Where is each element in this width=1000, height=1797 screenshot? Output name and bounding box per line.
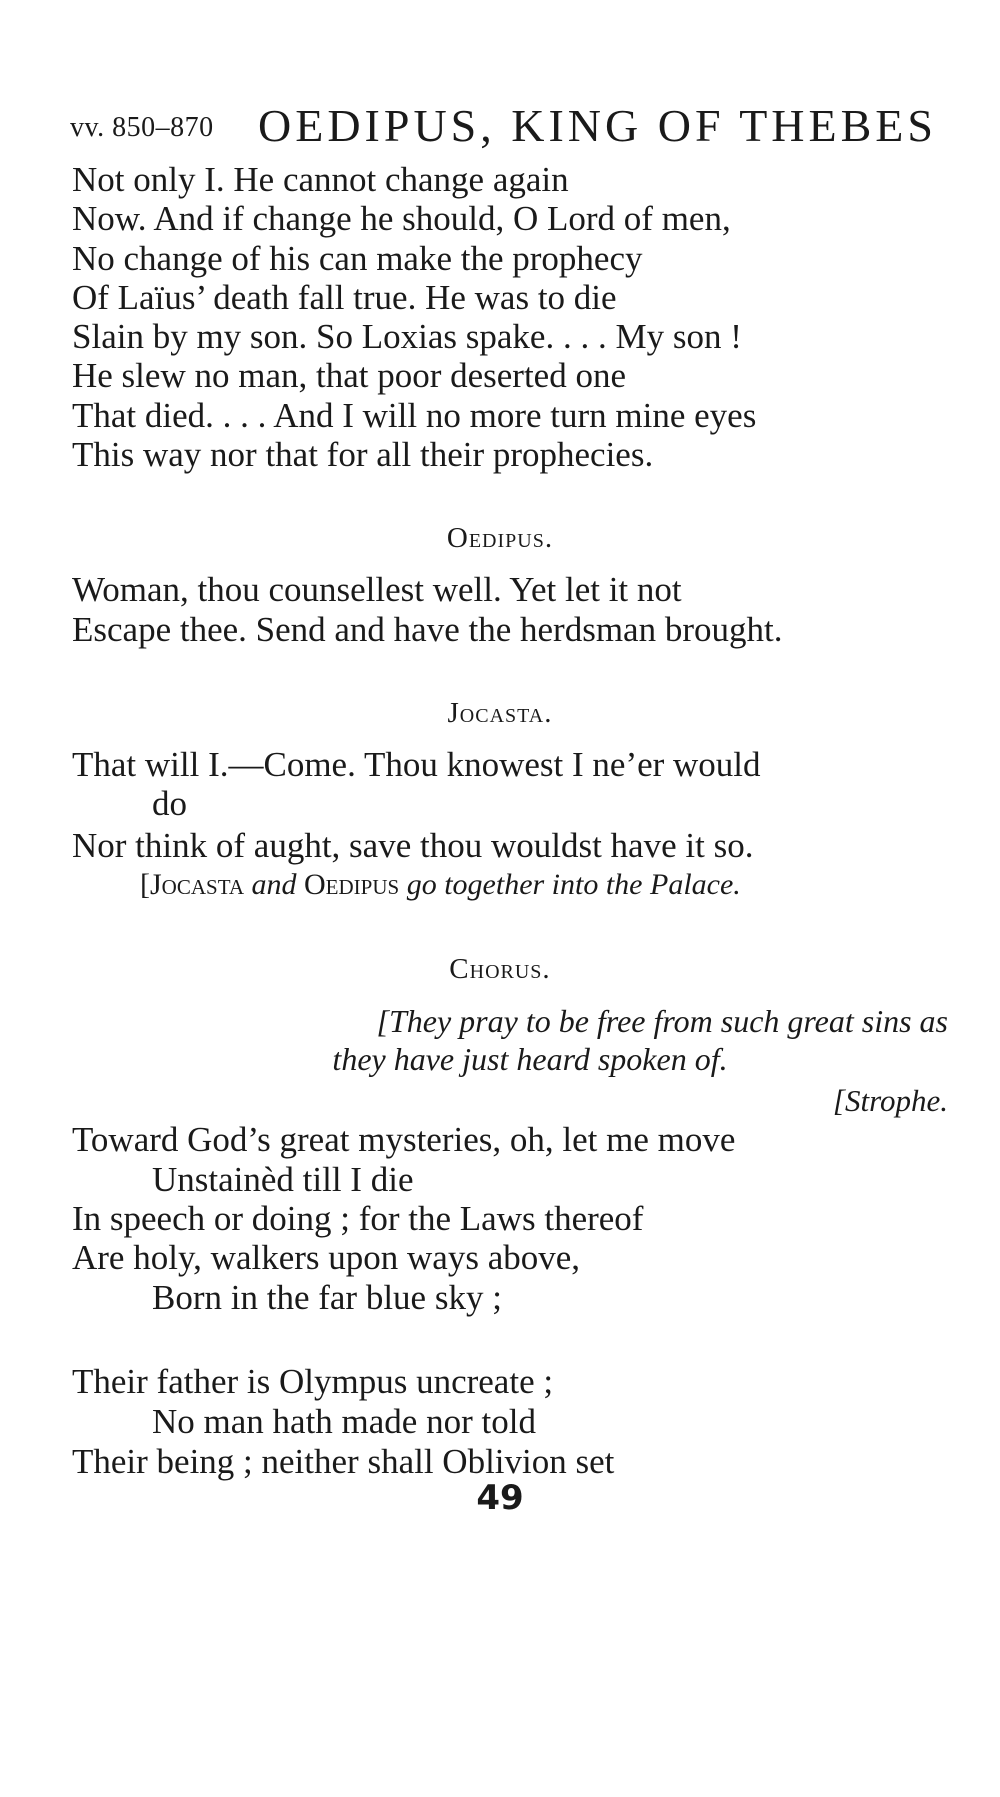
- verse-line: No man hath made nor told: [152, 1402, 536, 1441]
- verse-line: Now. And if change he should, O Lord of men,: [72, 199, 731, 238]
- running-title: OEDIPUS, KING OF THEBES: [258, 100, 937, 151]
- verse-line: He slew no man, that poor deserted one: [72, 356, 627, 395]
- verse-line: Born in the far blue sky ;: [152, 1278, 502, 1317]
- chorus-note-line: they have just heard spoken of.: [332, 1041, 728, 1077]
- verse-line: Their being ; neither shall Oblivion set: [72, 1442, 615, 1481]
- verse-line: No change of his can make the prophecy: [72, 239, 643, 278]
- verse-line: Not only I. He cannot change again: [72, 160, 569, 199]
- speaker-oedipus: Oedipus.: [446, 522, 554, 554]
- verse-line: This way nor that for all their prophecies.: [72, 435, 654, 474]
- verse-line: Unstainèd till I die: [152, 1160, 414, 1199]
- chorus-note-line: [They pray to be free from such great sins as: [376, 1003, 948, 1039]
- strophe-label: [Strophe.: [832, 1083, 948, 1118]
- stage-name-oedipus: Oedipus: [304, 868, 400, 901]
- speaker-jocasta: Jocasta.: [447, 697, 553, 729]
- stage-name-jocasta: Jocasta: [150, 868, 245, 901]
- stage-and: and: [251, 868, 297, 901]
- verse-line-continuation: do: [152, 784, 187, 823]
- speaker-chorus: Chorus.: [449, 953, 551, 985]
- running-header: [70, 92, 944, 152]
- stage-bracket: [: [140, 868, 150, 901]
- verse-line: Escape thee. Send and have the herdsman brought.: [72, 610, 783, 649]
- verse-line: Woman, thou counsellest well. Yet let it not: [72, 570, 682, 609]
- verse-line: Of Laïus’ death fall true. He was to die: [72, 278, 617, 317]
- stage-direction: [140, 868, 741, 902]
- page-number: 49: [476, 1478, 524, 1518]
- verse-range: vv. 850–870: [70, 112, 214, 143]
- verse-line: In speech or doing ; for the Laws thereof: [72, 1199, 644, 1238]
- verse-line: Slain by my son. So Loxias spake. . . . My son !: [72, 317, 742, 356]
- verse-line: Are holy, walkers upon ways above,: [72, 1238, 581, 1277]
- verse-line: That will I.—Come. Thou knowest I ne’er would: [72, 745, 761, 784]
- verse-line: Their father is Olympus uncreate ;: [72, 1362, 554, 1401]
- stage-action: go together into the Palace.: [406, 868, 741, 901]
- verse-line: Nor think of aught, save thou wouldst have it so.: [72, 826, 754, 865]
- verse-line: That died. . . . And I will no more turn mine eyes: [72, 396, 757, 435]
- verse-line: Toward God’s great mysteries, oh, let me move: [72, 1120, 736, 1159]
